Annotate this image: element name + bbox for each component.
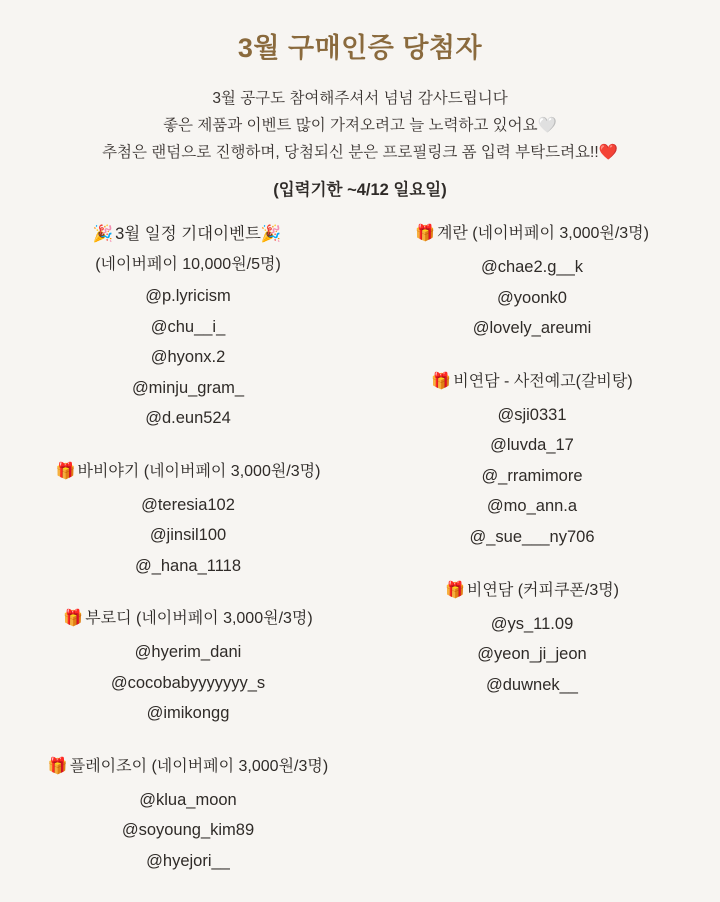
left-column [16,222,360,902]
intro-line-1: 3월 공구도 참여해주셔서 넘넘 감사드립니다 [212,90,508,107]
prize-group-title: 계란 (네이버페이 3,000원/3명) [436,225,649,243]
winner-handle: @chu__i_ [150,317,226,336]
prize-group-heading [16,460,360,484]
prize-group-title: 플레이조이 (네이버페이 3,000원/3명) [69,757,329,775]
winner-handle: @yeon_ji_jeon [477,645,587,664]
prize-group-heading [16,755,360,779]
right-column [360,222,704,902]
winner-handle: @duwnek__ [486,675,578,694]
white-heart-icon: 🤍 [537,117,557,135]
prize-group-title: 바비야기 (네이버페이 3,000원/3명) [77,462,321,480]
page-title: 3월 구매인증 당첨자 [237,33,483,63]
gift-icon: 🎁 [63,610,84,628]
prize-group [16,607,360,729]
winner-handle: @jinsil100 [149,526,227,545]
intro-line-3: 추첨은 랜덤으로 진행하며, 당첨되신 분은 프로필링크 폼 입력 부탁드려요!! [102,144,599,162]
party-popper-icon: 🎉 [92,225,114,244]
winner-handle: @p.lyricism [145,287,231,306]
intro-line-2: 좋은 제품과 이벤트 많이 가져오려고 늘 노력하고 있어요 [163,117,538,135]
gift-icon: 🎁 [444,581,465,599]
winner-handle: @ys_11.09 [490,614,574,633]
prize-group [360,370,704,553]
winner-handle: @hyonx.2 [150,348,226,367]
intro-line-2-wrap [0,112,720,139]
winner-columns [0,222,720,902]
winner-handle: @d.eun524 [145,409,231,428]
prize-group-subtitle: (네이버페이 10,000원/5명) [95,256,281,274]
intro-line-3-wrap [0,139,720,166]
winner-handle: @chae2.g__k [480,258,584,277]
winner-handle: @teresia102 [141,495,235,514]
prize-group-heading [16,607,360,631]
prize-group-title: 비연담 (커피쿠폰/3명) [466,581,619,599]
intro-text [0,85,720,166]
winner-handle: @cocobabyyyyyyy_s [110,673,266,692]
prize-group-title: 부로디 (네이버페이 3,000원/3명) [85,610,313,628]
gift-icon: 🎁 [431,372,452,390]
winner-handle: @klua_moon [139,790,237,809]
winner-handle: @hyejori__ [146,851,230,870]
winner-handle: @sji0331 [497,405,567,424]
prize-group-heading [360,370,704,394]
prize-group [16,755,360,877]
winner-handle: @hyerim_dani [134,643,242,662]
prize-group-title: 3월 일정 기대이벤트 [115,225,261,244]
red-heart-icon: ❤️ [598,144,618,162]
winner-handle: @imikongg [146,704,230,723]
winner-handle: @_rramimore [481,466,583,485]
prize-group [16,460,360,582]
prize-group-title: 비연담 - 사전예고(갈비탕) [453,372,633,390]
winner-handle: @luvda_17 [490,436,574,455]
winner-handle: @lovely_areumi [472,319,592,338]
prize-group [360,222,704,344]
winner-handle: @yoonk0 [497,288,567,307]
prize-group-heading [16,222,360,247]
prize-group-heading [360,579,704,603]
winner-handle: @minju_gram_ [131,378,245,397]
gift-icon: 🎁 [55,462,76,480]
winner-handle: @_sue___ny706 [469,527,595,546]
winner-handle: @_hana_1118 [134,556,242,575]
winner-handle: @mo_ann.a [486,497,578,516]
prize-group [16,222,360,433]
deadline-note: (입력기한 ~4/12 일요일) [273,181,447,200]
winner-handle: @soyoung_kim89 [121,821,255,840]
gift-icon: 🎁 [47,757,68,775]
party-popper-icon: 🎉 [260,225,282,244]
gift-icon: 🎁 [415,225,435,243]
prize-group [360,579,704,701]
prize-group-heading [360,222,704,246]
